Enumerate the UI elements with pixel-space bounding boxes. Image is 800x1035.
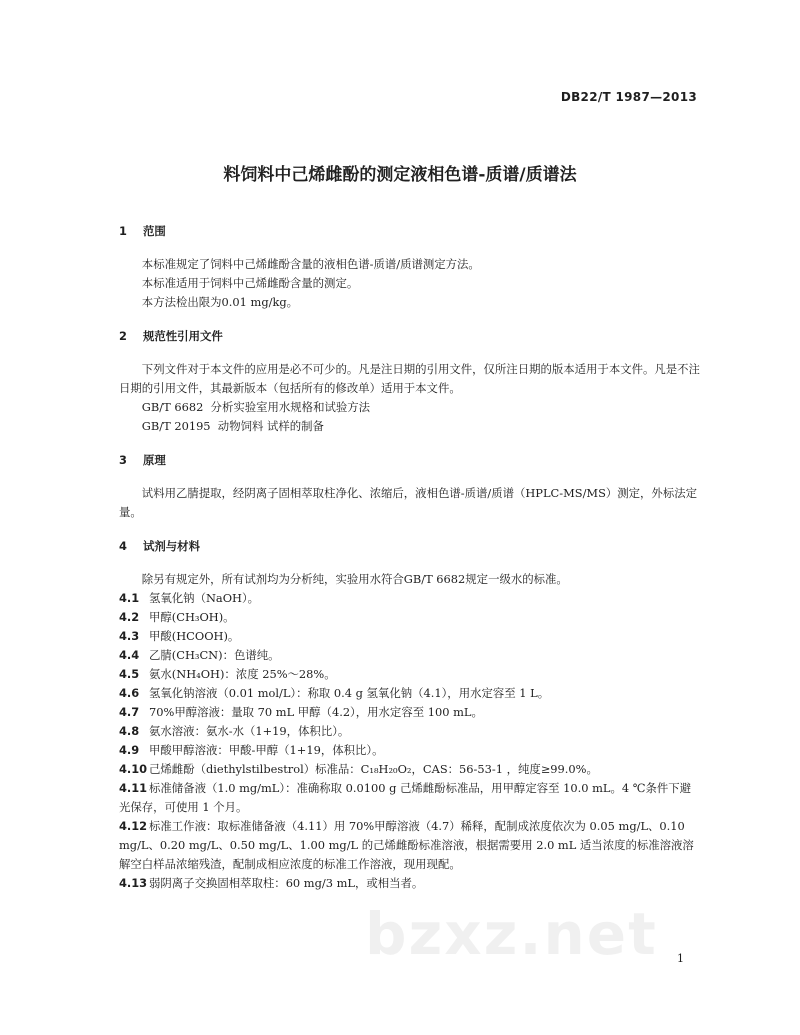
paragraph: 下列文件对于本文件的应用是必不可少的。凡是注日期的引用文件，仅所注日期的版本适用于本文件。凡是不注日期的引用文件，其最新版本（包括所有的修改单）适用于本文件。 [119,362,700,395]
item-text: 甲醇(CH₃OH)。 [149,610,235,624]
item-number: 4.6 [119,686,140,700]
list-item [119,779,701,817]
item-number: 4.12 [119,819,148,833]
section-heading [119,537,701,556]
item-number: 4.7 [119,705,140,719]
list-item [119,684,701,703]
item-text: 甲酸甲醇溶液：甲酸-甲醇（1+19，体积比）。 [149,743,384,757]
item-text: 弱阴离子交换固相萃取柱：60 mg/3 mL，或相当者。 [149,876,424,890]
section-title: 规范性引用文件 [143,329,223,343]
item-number: 4.10 [119,762,148,776]
list-item [119,665,701,684]
section-reagents [119,537,701,893]
page-number: 1 [677,952,684,965]
item-text: 乙腈(CH₃CN)：色谱纯。 [149,648,280,662]
reference-item: GB/T 20195 动物饲料 试样的制备 [141,419,324,433]
item-number: 4.1 [119,591,140,605]
item-number: 4.3 [119,629,140,643]
section-principle [119,451,701,522]
section-title: 范围 [143,224,166,238]
paragraph: 除另有规定外，所有试剂均为分析纯，实验用水符合GB/T 6682规定一级水的标准。 [141,572,568,586]
item-number: 4.11 [119,781,148,795]
section-normative-references [119,327,701,436]
item-text: 甲酸(HCOOH)。 [149,629,240,643]
watermark: bzxz.net [365,900,658,968]
section-number: 2 [119,329,127,343]
list-item [119,722,701,741]
item-text: 己烯雌酚（diethylstilbestrol）标准品：C₁₈H₂₀O₂，CAS：56-53-1 ，纯度≥99.0%。 [149,762,598,776]
item-number: 4.5 [119,667,140,681]
item-text: 氨水(NH₄OH)：浓度 25%～28%。 [149,667,336,681]
reference-item: GB/T 6682 分析实验室用水规格和试验方法 [141,400,371,414]
paragraph: 本方法检出限为0.01 mg/kg。 [141,295,299,309]
list-item [119,589,701,608]
item-text: 标准工作液：取标准储备液（4.11）用 70%甲醇溶液（4.7）稀释，配制成浓度依次为 0.05 mg/L、0.10 mg/L、0.20 mg/L、0.50 mg/L、1.00 mg/L 的己烯雌酚标准溶液，根据需要用 2.0 mL 适当浓度的标准溶液溶解空白样品浓缩残渣，配制成相应浓度的标准工作溶液，现用现配。 [119,819,694,871]
item-number: 4.9 [119,743,140,757]
list-item [119,703,701,722]
section-title: 原理 [143,453,166,467]
section-heading [119,451,701,470]
item-text: 氨水溶液：氨水-水（1+19，体积比）。 [149,724,350,738]
item-text: 氢氧化钠（NaOH）。 [149,591,260,605]
item-number: 4.2 [119,610,140,624]
list-item [119,741,701,760]
section-heading [119,222,701,241]
item-text: 氢氧化钠溶液（0.01 mol/L）：称取 0.4 g 氢氧化钠（4.1），用水定容至 1 L。 [149,686,550,700]
item-text: 70%甲醇溶液：量取 70 mL 甲醇（4.2），用水定容至 100 mL。 [149,705,483,719]
section-number: 4 [119,539,127,553]
section-number: 3 [119,453,127,467]
section-title: 试剂与材料 [143,539,200,553]
list-item [119,627,701,646]
list-item [119,608,701,627]
item-number: 4.4 [119,648,140,662]
paragraph: 本标准规定了饲料中己烯雌酚含量的液相色谱-质谱/质谱测定方法。 [141,257,480,271]
standard-number: DB22/T 1987—2013 [560,90,697,104]
section-number: 1 [119,224,127,238]
section-heading [119,327,701,346]
item-number: 4.13 [119,876,148,890]
document-body [119,222,701,908]
paragraph: 本标准适用于饲料中己烯雌酚含量的测定。 [141,276,359,290]
paragraph: 试料用乙腈提取，经阴离子固相萃取柱净化、浓缩后，液相色谱-质谱/质谱（HPLC-MS/MS）测定，外标法定量。 [119,486,697,519]
item-text: 标准储备液（1.0 mg/mL）：准确称取 0.0100 g 己烯雌酚标准品，用甲醇定容至 10.0 mL。4 ℃条件下避光保存，可使用 1 个月。 [119,781,692,814]
item-number: 4.8 [119,724,140,738]
section-scope [119,222,701,312]
list-item [119,760,701,779]
list-item [119,646,701,665]
list-item [119,817,701,874]
document-title: 料饲料中己烯雌酚的测定液相色谱-质谱/质谱法 [223,165,577,185]
list-item [119,874,701,893]
